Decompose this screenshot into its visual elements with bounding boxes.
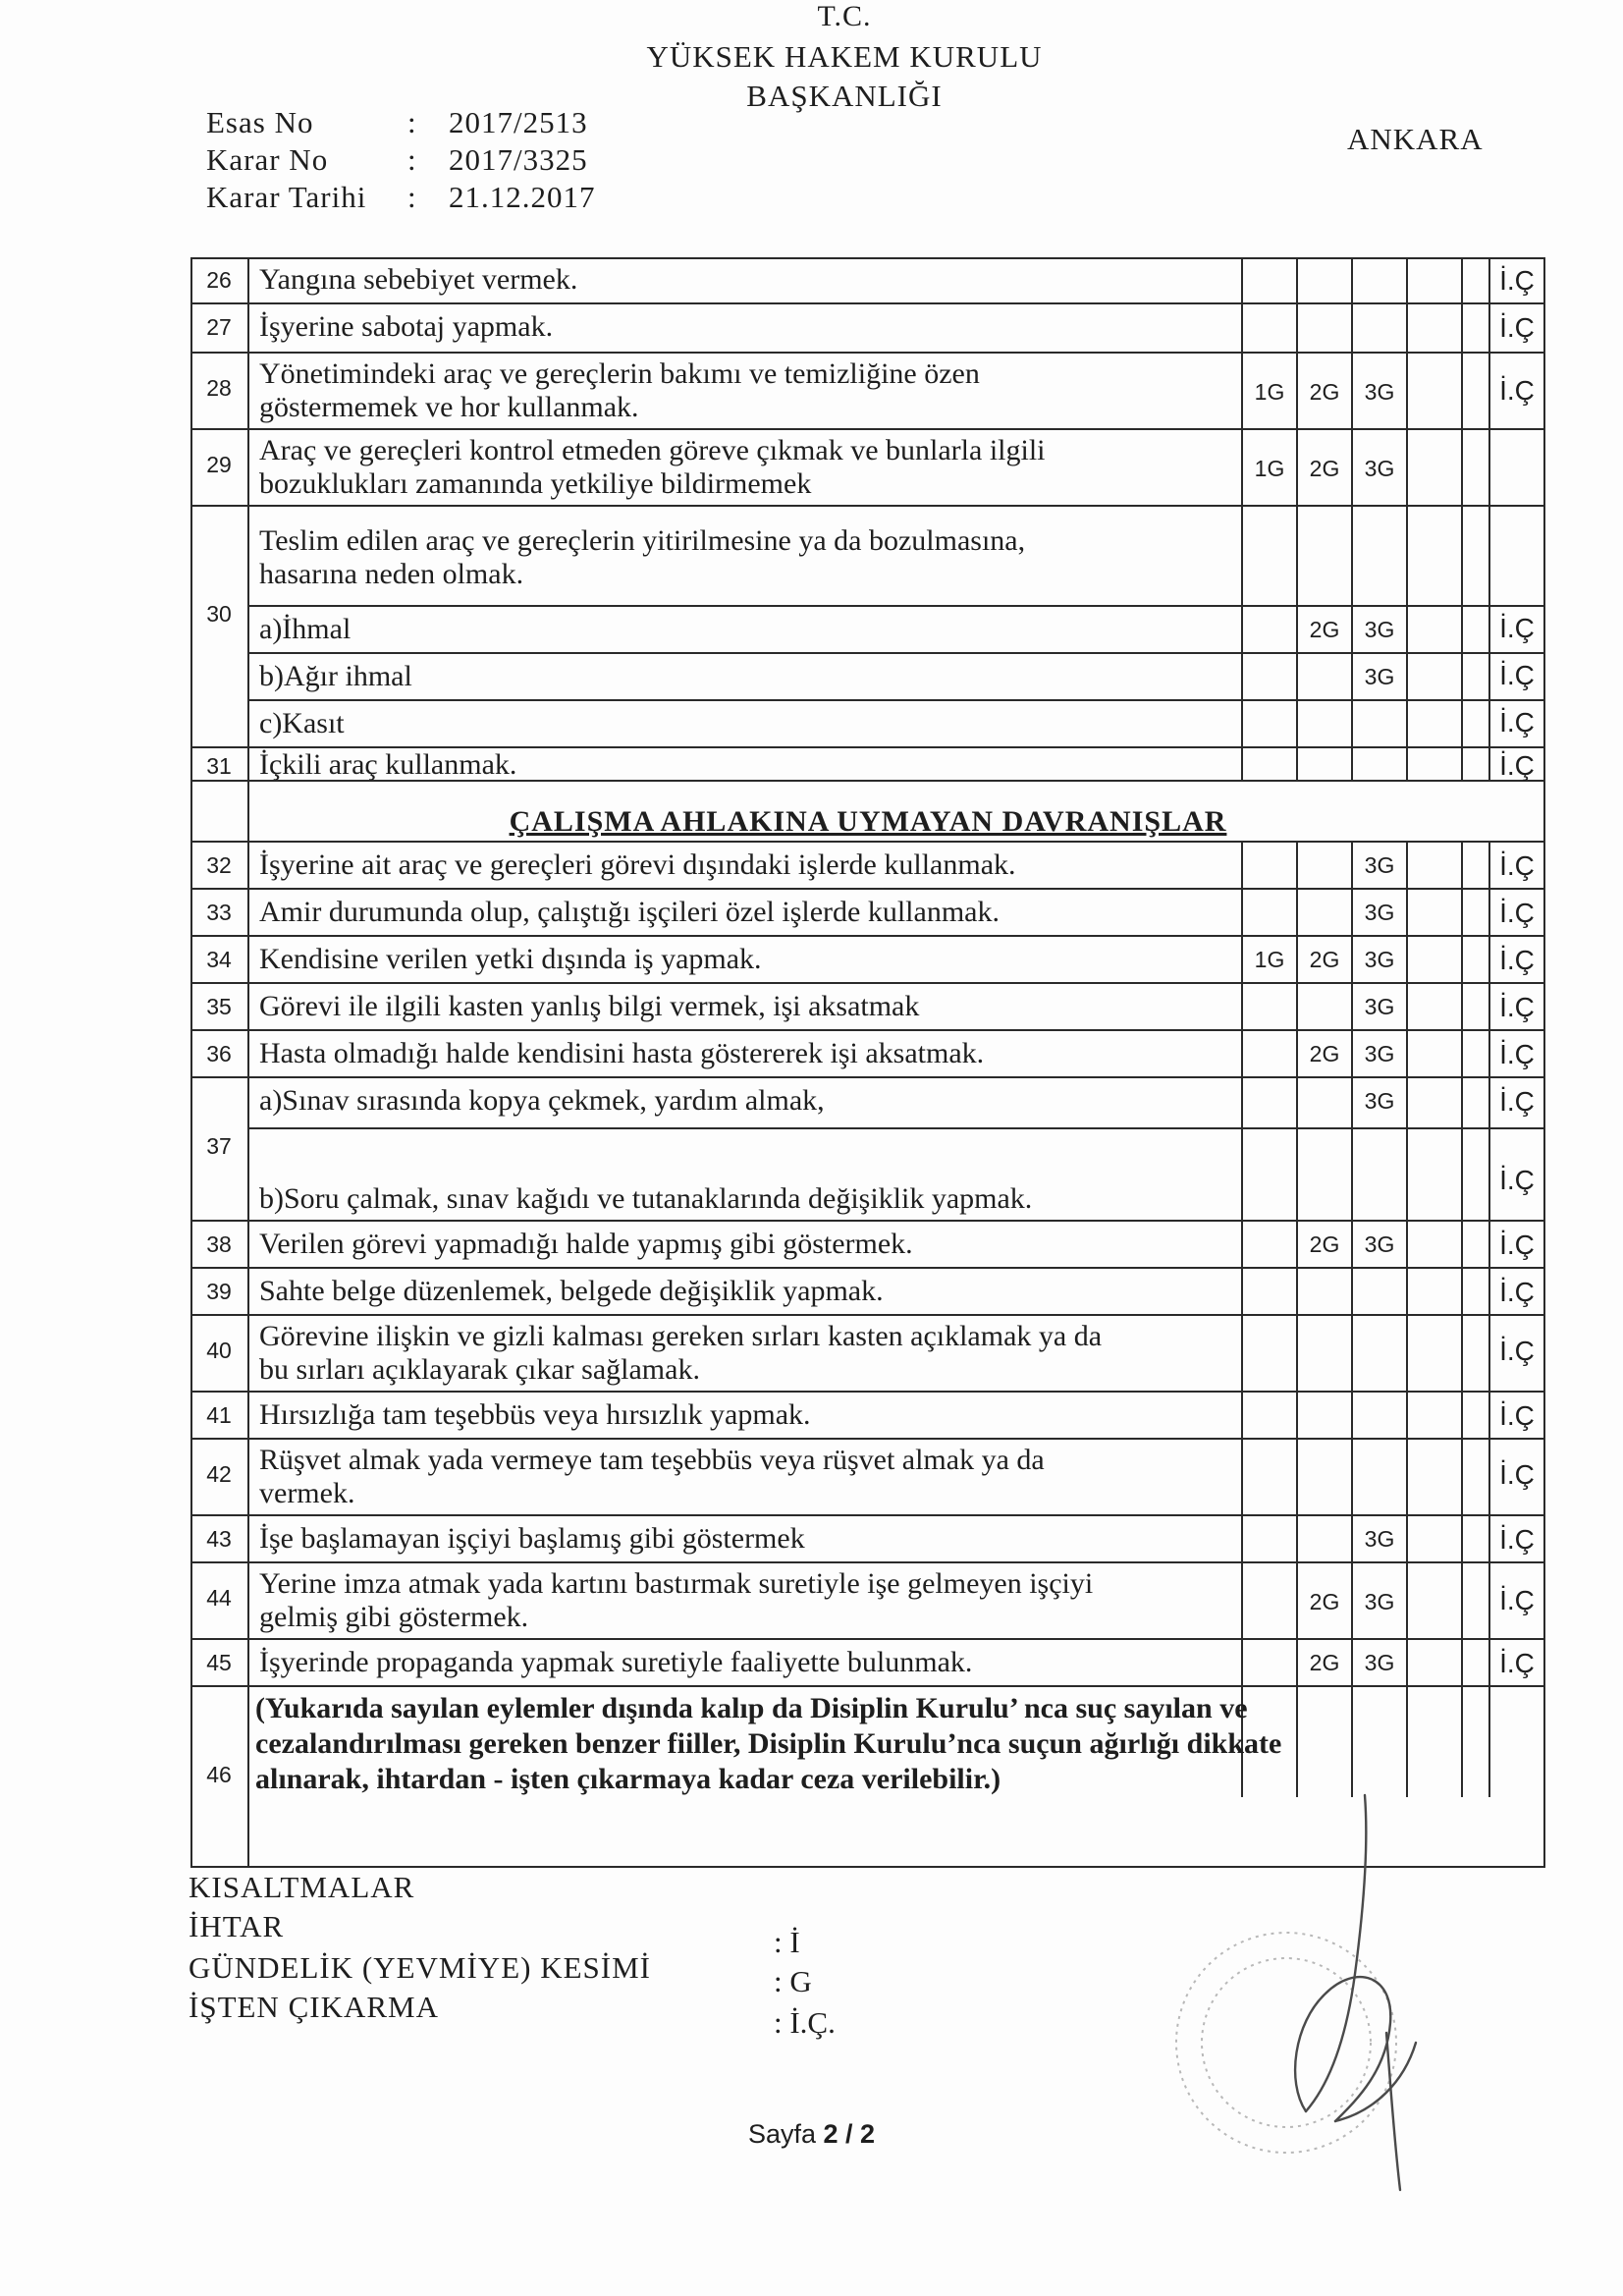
header-board-name: YÜKSEK HAKEM KURULU	[646, 39, 1043, 74]
penalty-dismissal: İ.Ç	[1499, 1230, 1535, 1260]
row-number: 26	[206, 267, 232, 293]
subitem-b: b)Ağır ihmal	[259, 660, 412, 692]
penalty-dismissal: İ.Ç	[1499, 992, 1535, 1022]
row-description-line1: Görevine ilişkin ve gizli kalması gereken sırları kasten açıklamak ya da	[259, 1320, 1103, 1352]
row-number: 37	[206, 1133, 232, 1159]
page-current: 2	[823, 2119, 839, 2149]
penalty-dismissal: İ.Ç	[1499, 850, 1535, 881]
penalty-dismissal: İ.Ç	[1499, 1039, 1535, 1069]
meta-karar-tarihi	[206, 179, 596, 216]
subitem-b: b)Soru çalmak, sınav kağıdı ve tutanaklarında değişiklik yapmak.	[259, 1182, 1033, 1215]
row-divider	[190, 428, 1545, 430]
row-description-line1: Yönetimindeki araç ve gereçlerin bakımı ve temizliğine özen	[259, 357, 980, 390]
table-col-divider	[1296, 257, 1298, 780]
row-divider	[190, 505, 1545, 507]
row-number: 42	[206, 1461, 232, 1487]
row-number: 33	[206, 900, 232, 925]
row-description-line1: Teslim edilen araç ve gereçlerin yitirilmesine ya da bozulmasına,	[259, 524, 1026, 557]
penalty-3g: 3G	[1364, 1041, 1395, 1066]
abbreviation-code: : İ	[774, 1925, 800, 1959]
row-number: 32	[206, 852, 232, 878]
meta-label: Karar Tarihi	[206, 180, 367, 214]
row-number: 35	[206, 994, 232, 1019]
row-divider	[190, 302, 1545, 304]
abbreviations-title: KISALTMALAR	[189, 1870, 415, 1904]
row-description-line2: bozuklukları zamanında yetkiliye bildirmemek	[259, 467, 812, 500]
penalty-3g: 3G	[1364, 947, 1395, 972]
penalty-dismissal: İ.Ç	[1499, 1086, 1535, 1117]
penalty-2g: 2G	[1309, 1589, 1340, 1614]
penalty-2g: 2G	[1309, 456, 1340, 481]
row-number: 28	[206, 375, 232, 401]
row-divider	[190, 1076, 1545, 1078]
penalty-dismissal: İ.Ç	[1499, 660, 1535, 690]
row-number: 29	[206, 452, 232, 477]
row-divider	[190, 1638, 1545, 1640]
section-heading: ÇALIŞMA AHLAKINA UYMAYAN DAVRANIŞLAR	[509, 805, 1227, 838]
table-border-top	[190, 257, 1545, 259]
row-number: 30	[206, 601, 232, 627]
meta-colon: :	[407, 180, 416, 214]
abbreviation-label: İŞTEN ÇIKARMA	[189, 1990, 439, 2024]
penalty-dismissal: İ.Ç	[1499, 1648, 1535, 1678]
row-divider	[190, 935, 1545, 937]
penalty-2g: 2G	[1309, 1650, 1340, 1675]
case-meta	[206, 104, 596, 216]
penalty-dismissal: İ.Ç	[1499, 1524, 1535, 1555]
row-description-line2: bu sırları açıklayarak çıkar sağlamak.	[259, 1353, 700, 1386]
row-description-line1: Yerine imza atmak yada kartını bastırmak suretiyle işe gelmeyen işçiyi	[259, 1567, 1094, 1600]
penalty-3g: 3G	[1364, 379, 1395, 405]
penalty-2g: 2G	[1309, 1041, 1340, 1066]
page-separator: /	[838, 2119, 861, 2149]
page-number-prefix: Sayfa	[747, 2119, 824, 2149]
penalty-3g: 3G	[1364, 852, 1395, 878]
row-description: İçkili araç kullanmak.	[259, 748, 517, 781]
meta-colon: :	[407, 105, 416, 139]
abbreviation-label: İHTAR	[189, 1909, 285, 1943]
penalty-1g: 1G	[1254, 947, 1285, 972]
general-note-line1: (Yukarıda sayılan eylemler dışında kalıp da Disiplin Kurulu’ nca suç sayılan ve	[255, 1692, 1248, 1724]
penalty-3g: 3G	[1364, 456, 1395, 481]
penalty-3g: 3G	[1364, 994, 1395, 1019]
row-description: İşyerinde propaganda yapmak suretiyle faaliyette bulunmak.	[259, 1646, 973, 1678]
penalty-dismissal: İ.Ç	[1499, 1165, 1535, 1195]
row-divider	[190, 982, 1545, 984]
row-number: 46	[206, 1762, 232, 1787]
penalty-dismissal: İ.Ç	[1499, 265, 1535, 296]
penalty-dismissal: İ.Ç	[1499, 1585, 1535, 1615]
row-number: 39	[206, 1279, 232, 1304]
penalty-3g: 3G	[1364, 1650, 1395, 1675]
penalty-dismissal: İ.Ç	[1499, 312, 1535, 343]
penalty-3g: 3G	[1364, 1088, 1395, 1114]
penalty-dismissal: İ.Ç	[1499, 1459, 1535, 1490]
abbreviation-code: : İ.Ç.	[774, 2005, 836, 2040]
abbreviation-label: GÜNDELİK (YEVMİYE) KESİMİ	[189, 1950, 651, 1985]
header-tc: T.C.	[817, 0, 872, 32]
row-number: 40	[206, 1338, 232, 1363]
row-number: 41	[206, 1402, 232, 1428]
row-divider	[190, 1561, 1545, 1563]
row-description: Hasta olmadığı halde kendisini hasta göstererek işi aksatmak.	[259, 1037, 985, 1069]
general-note-line3: alınarak, ihtardan - işten çıkarmaya kadar ceza verilebilir.)	[255, 1763, 1001, 1795]
meta-colon: :	[407, 142, 416, 177]
row-number: 34	[206, 947, 232, 972]
meta-label: Karar No	[206, 142, 329, 177]
row-number: 36	[206, 1041, 232, 1066]
row-divider	[190, 1314, 1545, 1316]
row-divider	[190, 352, 1545, 354]
penalty-1g: 1G	[1254, 456, 1285, 481]
row-number: 38	[206, 1231, 232, 1257]
penalty-3g: 3G	[1364, 664, 1395, 689]
penalty-3g: 3G	[1364, 900, 1395, 925]
table-col-divider	[1351, 257, 1353, 780]
row-description-line1: Araç ve gereçleri kontrol etmeden göreve çıkmak ve bunlarla ilgili	[259, 434, 1046, 466]
row-divider	[247, 652, 1545, 654]
penalty-dismissal: İ.Ç	[1499, 1336, 1535, 1366]
penalty-dismissal: İ.Ç	[1499, 613, 1535, 643]
row-description: Kendisine verilen yetki dışında iş yapmak.	[259, 943, 762, 975]
penalty-dismissal: İ.Ç	[1499, 750, 1535, 781]
row-description: İşe başlamayan işçiyi başlamış gibi göstermek	[259, 1522, 805, 1555]
row-number: 43	[206, 1526, 232, 1552]
penalty-3g: 3G	[1364, 617, 1395, 642]
row-description: Görevi ile ilgili kasten yanlış bilgi vermek, işi aksatmak	[259, 990, 920, 1022]
penalty-dismissal: İ.Ç	[1499, 1400, 1535, 1431]
row-description-line2: gelmiş gibi göstermek.	[259, 1601, 529, 1633]
row-divider	[190, 1438, 1545, 1440]
general-note-line2: cezalandırılması gereken benzer fiiller, Disiplin Kurulu’nca suçun ağırlığı dikkate	[255, 1727, 1282, 1760]
row-number: 27	[206, 314, 232, 340]
row-divider	[190, 1029, 1545, 1031]
row-description-line1: Rüşvet almak yada vermeye tam teşebbüs veya rüşvet almak ya da	[259, 1444, 1045, 1476]
row-number: 44	[206, 1585, 232, 1611]
row-divider	[247, 699, 1545, 701]
abbreviation-code: : G	[774, 1964, 812, 1998]
penalty-dismissal: İ.Ç	[1499, 1277, 1535, 1307]
row-divider	[190, 1267, 1545, 1269]
row-number: 31	[206, 753, 232, 779]
penalty-3g: 3G	[1364, 1589, 1395, 1614]
penalty-dismissal: İ.Ç	[1499, 707, 1535, 738]
table-col-divider	[1461, 841, 1463, 1797]
row-divider	[190, 841, 1545, 843]
table-col-divider	[1461, 257, 1463, 780]
subitem-a: a)İhmal	[259, 613, 352, 645]
meta-karar-no	[206, 141, 596, 179]
penalty-2g: 2G	[1309, 1231, 1340, 1257]
penalty-1g: 1G	[1254, 379, 1285, 405]
row-divider	[190, 1220, 1545, 1222]
row-number: 45	[206, 1650, 232, 1675]
row-description: Yangına sebebiyet vermek.	[259, 263, 578, 296]
subitem-c: c)Kasıt	[259, 707, 345, 739]
header-presidency: BAŞKANLIĞI	[746, 79, 943, 113]
row-divider	[247, 605, 1545, 607]
row-divider	[190, 1391, 1545, 1393]
meta-value: 2017/2513	[449, 105, 588, 139]
row-divider	[190, 1514, 1545, 1516]
row-description: İşyerine ait araç ve gereçleri görevi dışındaki işlerde kullanmak.	[259, 848, 1016, 881]
meta-value: 2017/3325	[449, 142, 588, 177]
penalty-dismissal: İ.Ç	[1499, 945, 1535, 975]
row-description: Amir durumunda olup, çalıştığı işçileri özel işlerde kullanmak.	[259, 896, 1000, 928]
penalty-dismissal: İ.Ç	[1499, 898, 1535, 928]
penalty-3g: 3G	[1364, 1526, 1395, 1552]
table-col-divider	[247, 257, 249, 1868]
header-city: ANKARA	[1347, 122, 1484, 156]
subitem-a: a)Sınav sırasında kopya çekmek, yardım almak,	[259, 1084, 825, 1117]
row-divider	[190, 1685, 1545, 1687]
row-divider	[247, 1127, 1545, 1129]
meta-value: 21.12.2017	[449, 180, 596, 214]
row-description-line2: hasarına neden olmak.	[259, 558, 524, 590]
page-total: 2	[860, 2119, 876, 2149]
row-description: Sahte belge düzenlemek, belgede değişiklik yapmak.	[259, 1275, 884, 1307]
penalty-2g: 2G	[1309, 379, 1340, 405]
row-divider	[190, 888, 1545, 890]
row-description-line2: vermek.	[259, 1477, 355, 1509]
row-description: Verilen görevi yapmadığı halde yapmış gibi göstermek.	[259, 1228, 913, 1260]
penalty-3g: 3G	[1364, 1231, 1395, 1257]
penalty-2g: 2G	[1309, 617, 1340, 642]
page-number	[0, 2119, 1623, 2150]
table-col-divider	[1406, 257, 1408, 780]
meta-label: Esas No	[206, 105, 314, 139]
row-description: İşyerine sabotaj yapmak.	[259, 310, 554, 343]
row-description-line2: göstermemek ve hor kullanmak.	[259, 391, 639, 423]
discipline-table	[190, 257, 1545, 1868]
row-description: Hırsızlığa tam teşebbüs veya hırsızlık yapmak.	[259, 1398, 811, 1431]
penalty-dismissal: İ.Ç	[1499, 375, 1535, 406]
meta-esas-no	[206, 104, 596, 141]
penalty-2g: 2G	[1309, 947, 1340, 972]
